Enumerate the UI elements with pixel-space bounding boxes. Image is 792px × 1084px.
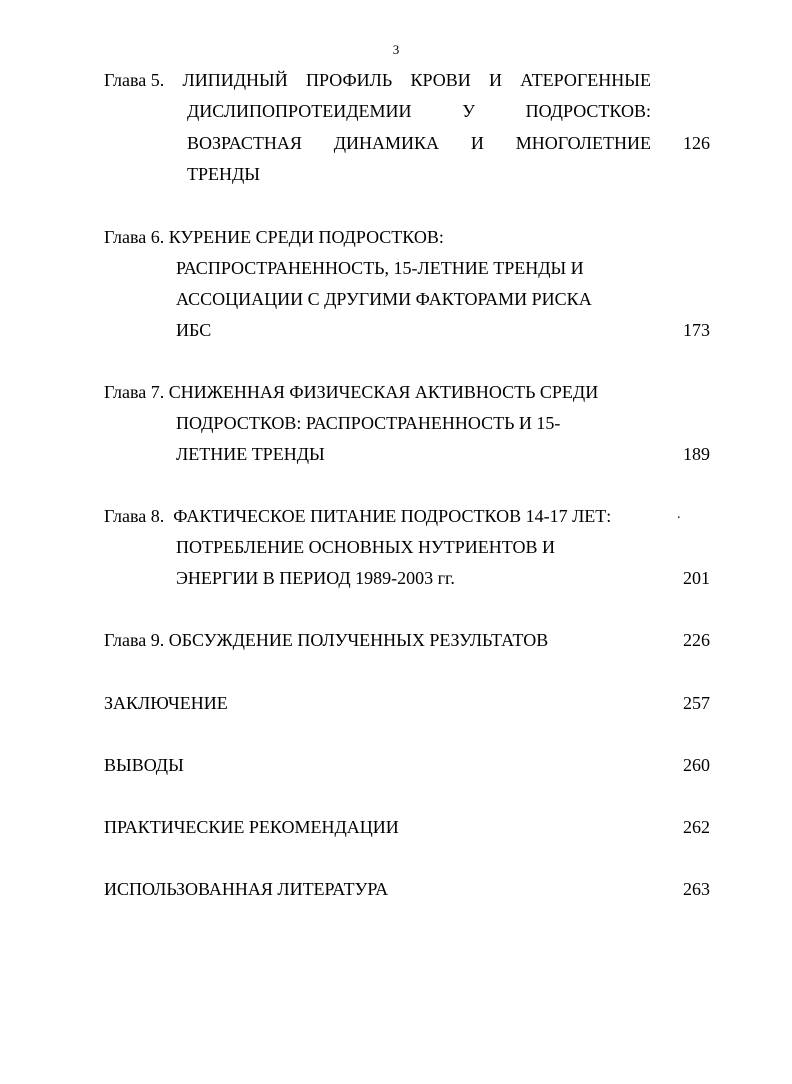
chapter-6-line-1: Глава 6. КУРЕНИЕ СРЕДИ ПОДРОСТКОВ: [104, 227, 444, 247]
chapter-5-line-3 [187, 131, 651, 155]
findings-title: ВЫВОДЫ [104, 755, 184, 775]
recommendations-title: ПРАКТИЧЕСКИЕ РЕКОМЕНДАЦИИ [104, 817, 399, 837]
chapter-5-word: ВОЗРАСТНАЯ [187, 133, 302, 153]
conclusion-title: ЗАКЛЮЧЕНИЕ [104, 693, 228, 713]
chapter-6-line-3: АССОЦИАЦИИ С ДРУГИМИ ФАКТОРАМИ РИСКА [176, 289, 592, 309]
chapter-5-word: У [462, 101, 475, 121]
chapter-5-word: ДИНАМИКА [333, 133, 439, 153]
recommendations-page-number: 262 [683, 817, 710, 837]
references-title: ИСПОЛЬЗОВАННАЯ ЛИТЕРАТУРА [104, 879, 389, 899]
chapter-5-word: АТЕРОГЕННЫЕ [520, 70, 651, 90]
findings-page-number: 260 [683, 755, 710, 775]
chapter-5-page-number: 126 [683, 133, 710, 153]
chapter-5-word: КРОВИ [410, 70, 471, 90]
chapter-5-line-2 [187, 99, 651, 123]
chapter-8-page-number: 201 [683, 568, 710, 588]
chapter-5-word: ЛИПИДНЫЙ [182, 70, 288, 90]
chapter-8-line-1: Глава 8. ФАКТИЧЕСКОЕ ПИТАНИЕ ПОДРОСТКОВ 14-17 ЛЕТ: [104, 506, 612, 526]
chapter-5-word: МНОГОЛЕТНИЕ [515, 133, 651, 153]
stray-dot: . [677, 507, 681, 522]
chapter-7-page-number: 189 [683, 444, 710, 464]
conclusion-page-number: 257 [683, 693, 710, 713]
chapter-7-line-3: ЛЕТНИЕ ТРЕНДЫ [176, 444, 325, 464]
chapter-5-line-4: ТРЕНДЫ [187, 164, 260, 184]
chapter-5-word: ДИСЛИПОПРОТЕИДЕМИИ [187, 101, 412, 121]
chapter-7-line-1: Глава 7. СНИЖЕННАЯ ФИЗИЧЕСКАЯ АКТИВНОСТЬ СРЕДИ [104, 382, 599, 402]
chapter-8-line-3: ЭНЕРГИИ В ПЕРИОД 1989-2003 гг. [176, 568, 455, 588]
chapter-5-word: И [489, 70, 502, 90]
chapter-9-page-number: 226 [683, 630, 710, 650]
chapter-8-line-2: ПОТРЕБЛЕНИЕ ОСНОВНЫХ НУТРИЕНТОВ И [176, 537, 556, 557]
page-number: 3 [392, 42, 400, 57]
chapter-7-line-2: ПОДРОСТКОВ: РАСПРОСТРАНЕННОСТЬ И 15- [176, 413, 561, 433]
chapter-9-line-1: Глава 9. ОБСУЖДЕНИЕ ПОЛУЧЕННЫХ РЕЗУЛЬТАТОВ [104, 630, 549, 650]
chapter-5-word: ПОДРОСТКОВ: [525, 101, 651, 121]
chapter-6-page-number: 173 [683, 320, 710, 340]
chapter-5-word: ПРОФИЛЬ [306, 70, 393, 90]
references-page-number: 263 [683, 879, 710, 899]
chapter-5-line-1 [104, 68, 651, 92]
chapter-6-line-4: ИБС [176, 320, 212, 340]
chapter-5-prefix: Глава 5. [104, 70, 165, 90]
chapter-6-line-2: РАСПРОСТРАНЕННОСТЬ, 15-ЛЕТНИЕ ТРЕНДЫ И [176, 258, 584, 278]
chapter-5-word: И [470, 133, 484, 153]
